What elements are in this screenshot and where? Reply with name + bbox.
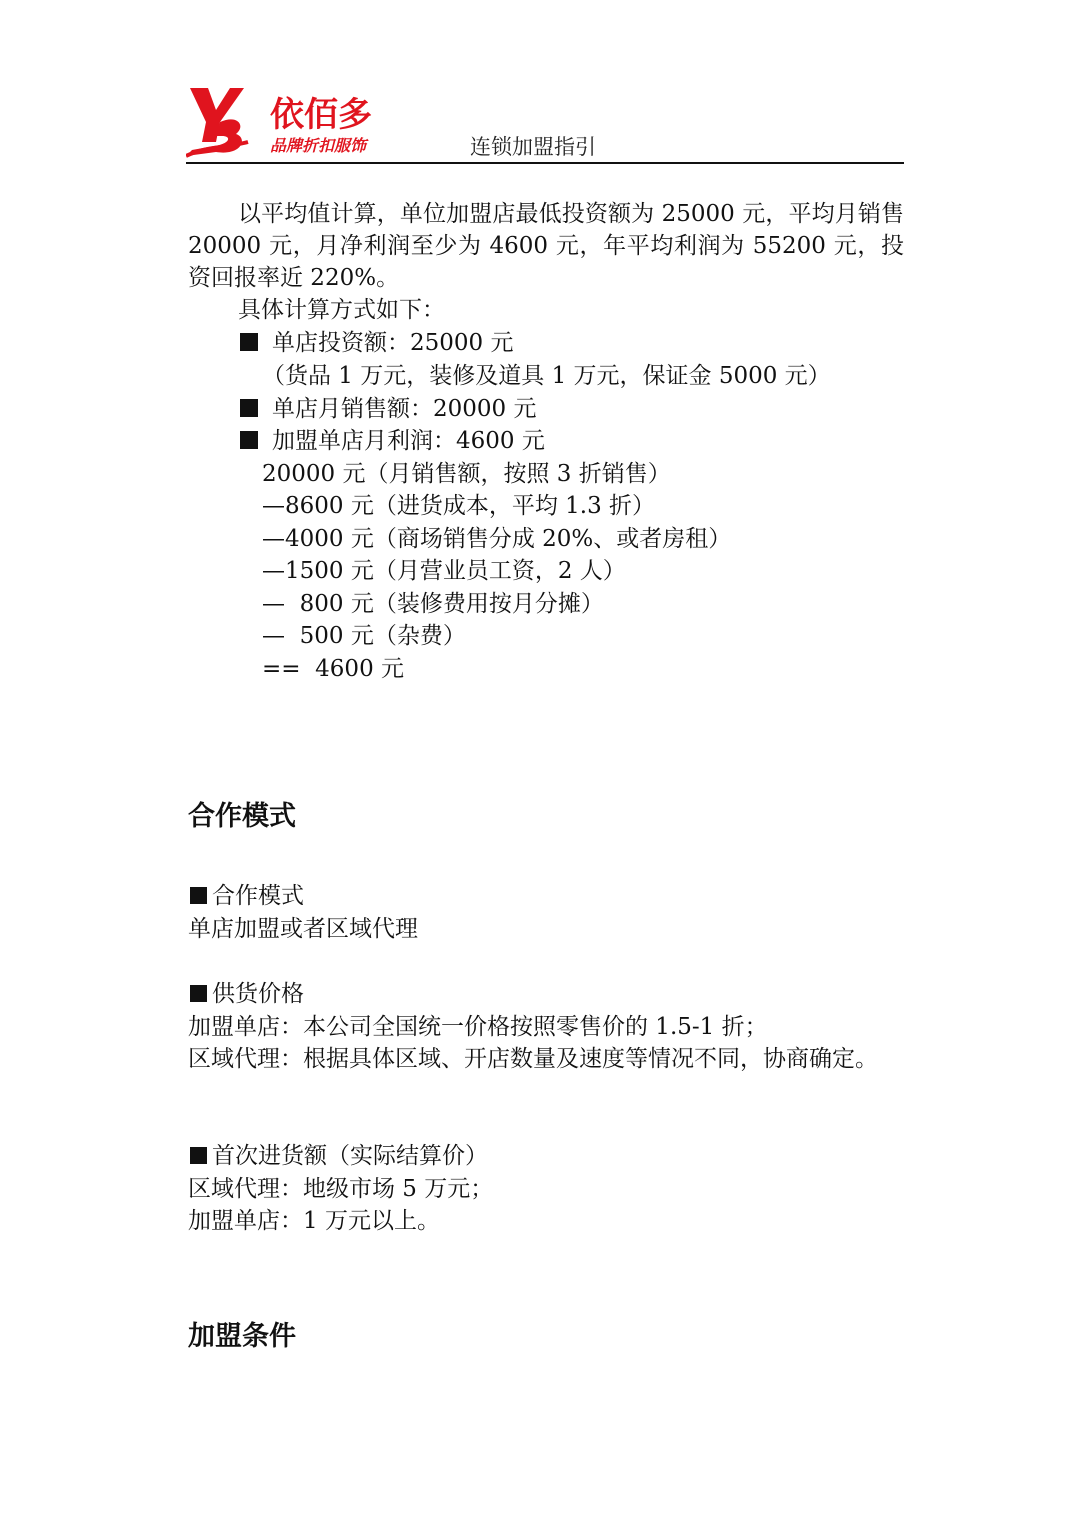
subheading-mode [190, 880, 304, 912]
breakdown-line: — 500 元（杂费） [262, 623, 466, 649]
brand-name-text: 依佰多 [270, 95, 372, 135]
list-item-note: （货品 1 万元，装修及道具 1 万元，保证金 5000 元） [262, 363, 831, 389]
section-heading-conditions: 加盟条件 [188, 1321, 296, 1352]
subheading-label: 供货价格 [212, 981, 304, 1007]
header-divider [186, 162, 904, 164]
breakdown-line: —1500 元（月营业员工资，2 人） [262, 558, 626, 584]
breakdown-total: == 4600 元 [262, 656, 405, 682]
list-item-label: 加盟单店月利润：4600 元 [272, 428, 545, 454]
price-line-store: 加盟单店：本公司全国统一价格按照零售价的 1.5-1 折； [188, 1014, 768, 1040]
list-item-label: 单店月销售额：20000 元 [272, 396, 537, 422]
bullet-square-icon [190, 1147, 207, 1164]
bullet-square-icon [240, 431, 258, 449]
list-item [240, 327, 513, 359]
list-item [240, 393, 536, 425]
bullet-square-icon [240, 333, 258, 351]
subheading-label: 合作模式 [212, 883, 304, 909]
breakdown-line: — 800 元（装修费用按月分摊） [262, 591, 604, 617]
first-order-region: 区域代理：地级市场 5 万元； [188, 1176, 494, 1202]
bullet-square-icon [190, 887, 207, 904]
investment-intro: 以平均值计算，单位加盟店最低投资额为 25000 元，平均月销售 20000 元，月净利润至少为 4600 元，年平均利润为 55200 元，投资回报率近 220%。 [188, 201, 904, 291]
subheading-first-order [190, 1140, 488, 1172]
breakdown-line: —8600 元（进货成本，平均 1.3 折） [262, 493, 656, 519]
section-heading-cooperation: 合作模式 [188, 801, 296, 832]
breakdown-line: —4000 元（商场销售分成 20%、或者房租） [262, 526, 732, 552]
breakdown-line: 20000 元（月销售额，按照 3 折销售） [262, 461, 671, 487]
bullet-square-icon [240, 399, 258, 417]
list-item [240, 425, 545, 457]
mode-text: 单店加盟或者区域代理 [188, 916, 418, 942]
brand-tagline-text: 品牌折扣服饰 [270, 136, 367, 155]
first-order-store: 加盟单店：1 万元以上。 [188, 1208, 440, 1234]
calc-heading: 具体计算方式如下： [238, 297, 445, 323]
bullet-square-icon [190, 985, 207, 1002]
list-item-label: 单店投资额：25000 元 [272, 330, 514, 356]
price-line-region: 区域代理：根据具体区域、开店数量及速度等情况不同，协商确定。 [188, 1046, 878, 1072]
brand-logo [186, 86, 416, 158]
header-title: 连锁加盟指引 [470, 135, 596, 159]
subheading-price [190, 978, 304, 1010]
subheading-label: 首次进货额（实际结算价） [212, 1143, 488, 1169]
